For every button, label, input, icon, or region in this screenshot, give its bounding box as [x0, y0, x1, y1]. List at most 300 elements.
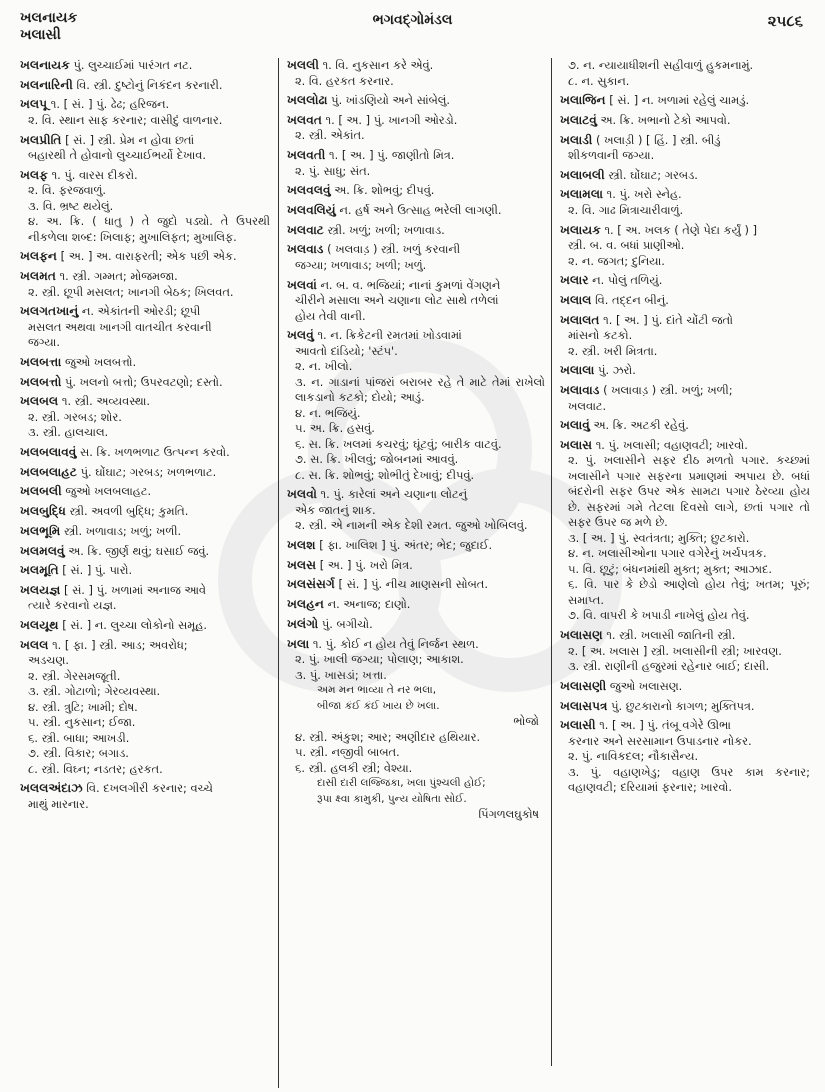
- entry-definition: જુઓ ખલાસણ.: [609, 678, 683, 693]
- dictionary-entry: [560, 679, 810, 695]
- entry-continuation: જગ્યા; ખળાવાડ; ખળી; ખળું.: [295, 257, 427, 272]
- entry-sense: ૪. અ. ક્રિ. ( ધાતુ ) તે જુદો પડ્યો. તે ઉપરથી નીકળેલા શબ્દ: ખિલાફ; મુખાલિફત; મુખાલિફ.: [28, 214, 270, 244]
- entry-sense: ૨. વિ. સ્થાન સાફ કરનાર; વાસીદું વાળનાર.: [28, 112, 223, 127]
- entry-sense: ૨. સ્ત્રી. એકાંત.: [295, 128, 365, 143]
- dictionary-entry: [20, 133, 270, 164]
- dictionary-entry: [287, 577, 545, 593]
- entry-headword: ખલહન: [287, 597, 324, 612]
- entry-sense: ૨. સ્ત્રી. ગરબડ; શોર.: [28, 409, 122, 424]
- entry-sense: ૫. સ્ત્રી. નુકસાન; ઈજા.: [28, 715, 136, 730]
- entry-headword: ખલભૂમિ: [20, 523, 61, 538]
- dictionary-entry: [287, 148, 545, 179]
- entry-continuation: અડચણ.: [28, 653, 69, 668]
- entry-continuation: શીકળવાની જગ્યા.: [568, 148, 655, 163]
- entry-definition: અ. ક્રિ. ખભાનો ટેકો આપવો.: [600, 112, 731, 127]
- entry-line: [20, 97, 270, 113]
- entry-definition: ૧. સ્ત્રી. ગમ્મત; મોજમજા.: [59, 269, 178, 284]
- entry-sense: ૨. સ્ત્રી. ખરી મિત્રતા.: [568, 343, 658, 358]
- entry-line: [287, 637, 545, 653]
- entry-sense: ૮. સ્ત્રી. વિઘ્ન; નડતર; હરકત.: [28, 761, 163, 776]
- entry-headword: ખલલી: [287, 58, 319, 72]
- entry-line: [287, 93, 545, 109]
- entry-headword: ખલબલાવવું: [20, 445, 77, 460]
- dictionary-entry: [20, 97, 270, 128]
- entry-headword: ખલાલા: [560, 363, 595, 378]
- entry-line: [560, 293, 810, 309]
- entry-line: [20, 563, 270, 579]
- entry-definition: પું. લુચ્ચાઈમાં પારંગત નટ.: [73, 58, 193, 72]
- entry-headword: ખલબલી: [20, 484, 62, 499]
- dictionary-entry: [560, 418, 810, 434]
- entry-continuation: સ્ત્રી. બ. વ. બધાં પ્રાણીઓ.: [568, 238, 685, 253]
- entry-sense: ૪. ન. ખલાસીઓના પગાર વગેરેનું ખર્ચપત્રક.: [568, 546, 767, 561]
- entry-definition: [ સં. ] પું. ખળામાં અનાજ આવે: [64, 582, 206, 597]
- entry-headword: ખલફન: [20, 249, 58, 264]
- entry-sense: ૭. સ્ત્રી. વિકાર; બગાડ.: [28, 746, 129, 761]
- entry-headword: ખલાવું: [560, 418, 590, 433]
- entry-continuation: માંસનો કટકો.: [568, 328, 633, 343]
- dictionary-entry: [287, 203, 545, 219]
- entry-line: [287, 328, 545, 344]
- entry-line: [20, 638, 270, 654]
- entry-definition: પું. બગીચો.: [321, 616, 373, 631]
- entry-definition: [ સં. ] પું. નીચ માણસની સોબત.: [338, 577, 488, 592]
- dictionary-entry: [287, 558, 545, 574]
- entry-headword: ખલવાં: [287, 277, 317, 292]
- dictionary-entry: [20, 78, 270, 94]
- entry-definition: પું. ઘોંઘાટ; ગરબડ; ખળભળાટ.: [80, 464, 217, 479]
- page-header: [0, 0, 825, 50]
- entry-definition: વિ. સ્ત્રી. દુષ્ટોનું નિકંદન કરનારી.: [76, 77, 223, 92]
- entry-sense: ૨. ન. ખીલો.: [295, 359, 353, 374]
- entry-headword: ખલયૂથ: [20, 618, 59, 633]
- entry-line: [287, 538, 545, 554]
- entry-continuation: હોય તેવી વાની.: [295, 308, 366, 323]
- entry-definition: ( ખલાવાડ઼ ) સ્ત્રી. ખળું; ખળી;: [603, 383, 733, 398]
- entry-sense: ૨. સ્ત્રી. છૂપી મસલત; ખાનગી બેઠક; ખિલવત.: [28, 284, 234, 299]
- entry-line: [20, 355, 270, 371]
- dictionary-column-3: [560, 58, 810, 800]
- entry-definition: ૧. પું. કારેલાં અને ચણાના લોટનું: [320, 487, 468, 502]
- entry-definition: [ અ. ] અ. વારાફરતી; એક પછી એક.: [60, 249, 237, 264]
- entry-definition: સ. ક્રિ. ખળભળાટ ઉત્પન્ન કરવો.: [80, 445, 230, 460]
- entry-headword: ખલવો: [287, 487, 317, 502]
- dictionary-entry: [287, 93, 545, 109]
- entry-sense: ૨. પું. નાવિકદલ; નૌકાસૈન્ય.: [568, 749, 699, 764]
- entry-headword: ખલવાડ: [287, 242, 324, 257]
- entry-definition: ૧. પું. ખરો સ્નેહ.: [606, 187, 682, 202]
- dictionary-entry: [287, 328, 545, 483]
- entry-line: [560, 628, 810, 644]
- entry-headword: ખલનાયક: [20, 58, 70, 72]
- verse-source: ભોજો: [513, 714, 539, 728]
- entry-definition: પું. ઝરો.: [598, 363, 636, 378]
- verse-source: પિંગળલઘુકોષ: [478, 807, 539, 821]
- dictionary-entry: [20, 58, 270, 74]
- entry-line: [287, 148, 545, 164]
- dictionary-entry: [20, 168, 270, 246]
- entry-sense: ૨. વિ. ગાઢ મિત્રાચારીવાળું.: [568, 202, 684, 217]
- dictionary-entry: [560, 93, 810, 109]
- entry-line: [20, 133, 270, 149]
- entry-headword: ખલમત: [20, 269, 56, 284]
- entry-sense: ૮. ન. સુકાન.: [568, 73, 630, 88]
- entry-definition: [ સં. ] ન. ખળામાં રહેલું ચામડું.: [609, 93, 750, 108]
- entry-definition: વિ. દખલગીરી કરનાર; વચ્ચે: [86, 781, 213, 796]
- entry-definition: સ્ત્રી. ઘોંઘાટ; ગરબડ.: [608, 167, 698, 182]
- entry-definition: ૧. [ અ. ] પું. જાણીતો મિત્ર.: [329, 148, 455, 163]
- entry-line: [20, 781, 270, 797]
- entry-line: [20, 465, 270, 481]
- entry-headword: ખલાટવું: [560, 112, 597, 127]
- dictionary-entry: [560, 363, 810, 379]
- dictionary-entry: [20, 355, 270, 371]
- entry-sense: ૭. સ. ક્રિ. ખીલવું; જોબનમાં આવવું.: [295, 452, 459, 467]
- entry-headword: ખલવાટ: [287, 222, 324, 237]
- dictionary-entry: [560, 438, 810, 624]
- dictionary-entry: [287, 538, 545, 554]
- entry-line: [287, 113, 545, 129]
- dictionary-entry: [20, 484, 270, 500]
- entry-sense: ૩. વિ. ભ્રષ્ટ થયેલું.: [28, 198, 114, 213]
- dictionary-entry: [20, 394, 270, 441]
- entry-line: [287, 183, 545, 199]
- entry-definition: [ સં. ] ન. લુચ્ચા લોકોનો સમૂહ.: [62, 618, 208, 633]
- dictionary-entry: [20, 563, 270, 579]
- entry-headword: ખલપ્રીતિ: [20, 132, 62, 147]
- entry-definition: અ. ક્રિ. જીર્ણ થવું; ઘસાઈ જવું.: [68, 543, 210, 558]
- dictionary-entry: [560, 383, 810, 414]
- page-number: ૨૫૮૬: [767, 12, 803, 30]
- dictionary-entry: [560, 718, 810, 796]
- dictionary-entry: [287, 183, 545, 199]
- entry-headword: ખલમૂતિ: [20, 563, 59, 578]
- entry-headword: ખલાલ: [560, 293, 592, 307]
- dictionary-entry: [20, 781, 270, 812]
- entry-continuation: મસલત અથવા ખાનગી વાતચીત કરવાની: [28, 319, 212, 334]
- entry-continuation: બહારથી તે હોવાનો લુચ્ચાઈભર્યો દેખાવ.: [28, 148, 206, 163]
- entry-line: [560, 699, 810, 715]
- entry-definition: ન. એકાંતની ઓરડી; છૂપી: [81, 304, 201, 319]
- entry-headword: ખલંગો: [287, 616, 319, 631]
- entry-definition: જુઓ ખલબત્તો.: [64, 355, 137, 369]
- entry-headword: ખલાલત: [560, 312, 600, 327]
- entry-sense: ૩. પું. ખાસડાં; ખત્તા.: [295, 667, 387, 682]
- dictionary-entry: [560, 293, 810, 309]
- entry-sense: ૩. પું. વહાણખેડુ; વહાણ ઉપર કામ કરનાર; વહાણવટી; દરિયામાં ફરનાર; ખારવો.: [568, 764, 810, 795]
- entry-line: [287, 617, 545, 633]
- entry-definition: ૧. ન. ક્રિકેટની રમતમાં ખોડવામાં: [317, 328, 462, 343]
- quoted-verse-line: બીજા કંઈ કંઈ ખાય છે ખલા.: [317, 699, 440, 712]
- entry-continuation: આવતો દાંડિયો; 'સ્ટંપ'.: [295, 343, 398, 358]
- entry-definition: ૧. [ સં. ] પું. ઢેઢ; હરિજન.: [50, 97, 170, 112]
- entry-continuation: જગ્યા.: [28, 335, 60, 350]
- entry-headword: ખલબલ: [20, 394, 59, 409]
- entry-sense: ૫. વિ. છૂટું; બંધનમાંથી મુક્ત; મુક્ત; આઝાદ.: [568, 561, 773, 576]
- entry-line: [20, 544, 270, 560]
- entry-definition: પું. છુટકારાનો કાગળ; મુક્તિપત્ર.: [611, 698, 755, 713]
- dictionary-entry: [20, 524, 270, 540]
- guide-word-first: ખલનાયક: [20, 10, 78, 26]
- entry-sense: ૫. અ. ક્રિ. હસવું.: [295, 421, 375, 436]
- entry-headword: ખલાડી: [560, 132, 593, 147]
- entry-line: [287, 597, 545, 613]
- dictionary-entry: [560, 313, 810, 360]
- entry-line: [20, 168, 270, 184]
- dictionary-entry: [20, 504, 270, 520]
- dictionary-entry: [20, 375, 270, 391]
- entry-headword: ખલબુદ્ધિ: [20, 504, 66, 519]
- entry-continuation: એક જાતનું શાક.: [295, 502, 376, 517]
- dictionary-entry: [560, 699, 810, 715]
- entry-line: [20, 269, 270, 285]
- entry-headword: ખલનારિની: [20, 77, 73, 92]
- entry-headword: ખલવું: [287, 328, 314, 343]
- entry-headword: ખલાવાડ: [560, 383, 600, 398]
- entry-sense: ૮. સ. ક્રિ. શોભવું; શોભીતું દેખાવું; દીપવું.: [295, 467, 475, 482]
- dictionary-entry: [20, 465, 270, 481]
- dictionary-entry: [287, 223, 545, 239]
- entry-definition: ૧. સ્ત્રી. અવ્યવસ્થા.: [61, 394, 151, 409]
- column-divider: [551, 58, 552, 1066]
- dictionary-entry: [20, 638, 270, 778]
- entry-definition: ૧. [ અ. ] પું. ખાનગી ઓરડો.: [325, 112, 458, 127]
- entry-headword: ખલાસપત્ર: [560, 698, 608, 713]
- entry-sense: ૬. સ. ક્રિ. ખલમાં કચરવું; ઘૂંટવું; બારીક વાટવું.: [295, 436, 502, 451]
- entry-line: [287, 558, 545, 574]
- entry-line: [20, 394, 270, 410]
- entry-sense: ૨. પું. સાધુ; સંત.: [295, 163, 371, 178]
- dictionary-entry: [20, 583, 270, 614]
- dictionary-entry: [287, 278, 545, 325]
- entry-headword: ખલબત્તા: [20, 355, 62, 369]
- entry-definition: જુઓ ખલબલાહટ.: [65, 484, 152, 499]
- entry-line: [560, 273, 810, 289]
- entry-headword: ખલલ: [20, 637, 49, 652]
- dictionary-entry: [20, 544, 270, 560]
- dictionary-entry: [287, 617, 545, 633]
- entry-definition: સ્ત્રી. ખળાવાડ; ખળું; ખળી.: [63, 523, 182, 538]
- entry-headword: ખલા: [287, 636, 310, 651]
- entry-definition: [ સં. ] સ્ત્રી. પ્રેમ ન હોવા છતાં: [65, 132, 195, 147]
- dictionary-entry: [287, 487, 545, 534]
- entry-line: [20, 583, 270, 599]
- entry-line: [560, 418, 810, 434]
- entry-sense: ૨. વિ. ફરજવાળું.: [28, 183, 107, 198]
- entry-sense: ૪. સ્ત્રી. અંકુશ; આર; અણીદાર હથિયાર.: [295, 729, 481, 744]
- entry-line: [20, 58, 270, 74]
- dictionary-entry: [287, 597, 545, 613]
- entry-line: [20, 524, 270, 540]
- entry-continuation: ખલવાટ.: [568, 398, 607, 413]
- entry-headword: ખલાર: [560, 273, 589, 288]
- entry-sense: ૬. વિ. પાર કે છેડો આણેલો હોય તેવું; ખતમ; પૂરું; સમાપ્ત.: [568, 577, 810, 607]
- entry-line: [560, 313, 810, 329]
- dictionary-entry: [20, 618, 270, 634]
- dictionary-entry: [560, 273, 810, 289]
- entry-definition: ૧. પું. વારસ દીકરો.: [51, 167, 138, 182]
- dictionary-entry: [560, 113, 810, 129]
- entry-headword: ખલવલવું: [287, 183, 331, 198]
- guide-word-last: ખલાસી: [20, 27, 61, 43]
- dictionary-entry: [287, 242, 545, 273]
- entry-line: [20, 375, 270, 391]
- entry-headword: ખલબત્તો: [20, 374, 62, 389]
- quoted-verse-line: અમ મન ભાવ્યા તે નર ભલા,: [317, 684, 437, 696]
- entry-line: [560, 679, 810, 695]
- entry-headword: ખલફ: [20, 167, 48, 182]
- entry-line: [20, 78, 270, 94]
- dictionary-column-2: [287, 58, 545, 827]
- entry-sense: ૬. સ્ત્રી. બાધા; આખડી.: [28, 730, 130, 745]
- entry-line: [20, 304, 270, 320]
- dictionary-entry: [287, 58, 545, 89]
- entry-sense: ૨. સ્ત્રી. ગેરસમજૂતી.: [28, 668, 121, 683]
- entry-sense: ૨. પું. ખલાસીને સફર દીઠ મળતો પગાર. કચ્છમાં ખલાસીને પગાર સફરના પ્રમાણમાં અપાય છે. બધાં બંદરોની સફર ઉપર એક સામટા પગાર ઠેરવ્યા હોય છે. સફરમાં ગમે તેટલા દિવસો લાગે, છતાં પગાર તો સફર ઉપર જ મળે છે.: [568, 453, 810, 530]
- entry-headword: ખલાસ: [560, 437, 593, 452]
- entry-line: [560, 168, 810, 184]
- entry-line: [560, 223, 810, 239]
- dictionary-column-1: [20, 58, 270, 817]
- dictionary-entry: [20, 249, 270, 265]
- entry-line: [560, 363, 810, 379]
- entry-line: [20, 618, 270, 634]
- entry-headword: ખલાયક: [560, 222, 601, 237]
- entry-definition: ૧. વિ. નુકસાન કરે એવું.: [322, 58, 434, 72]
- entry-headword: ખલમલવું: [20, 543, 65, 558]
- entry-line: [287, 58, 545, 74]
- entry-definition: ( ખલાડ઼ી ) [ હિં. ] સ્ત્રી. બીડું: [596, 132, 721, 147]
- entry-line: [287, 487, 545, 503]
- entry-sense: ૩. ન. ગાડાનાં પાંજરાં બરાબર રહે તે માટે તેમાં રાખેલો લાકડાનો કટકો; દોયો; આડું.: [295, 374, 545, 405]
- entry-line: [20, 504, 270, 520]
- entry-definition: ૧. [ અ. ] પું. દાંતે ચોંટી જતો: [603, 312, 733, 327]
- entry-definition: સ્ત્રી. અવળી બુદ્ધિ; કુમતિ.: [69, 504, 189, 519]
- entry-line: [560, 93, 810, 109]
- entry-sense: ૫. સ્ત્રી. નજીવી બાબત.: [295, 745, 400, 759]
- entry-line: [560, 438, 810, 454]
- entry-sense: ૨. ન. જગત; દુનિયા.: [568, 253, 665, 268]
- entry-definition: ૧. [ ફા. ] સ્ત્રી. આડ; અવરોધ;: [52, 637, 188, 652]
- column-divider: [278, 58, 279, 1088]
- entry-definition: અ. ક્રિ. અટકી રહેવું.: [593, 418, 689, 433]
- dictionary-entry: [287, 113, 545, 144]
- entry-definition: ન. અનાજ; દાણો.: [327, 597, 411, 612]
- dictionary-entry: [560, 187, 810, 218]
- entry-definition: [ સં. ] પું. પારો.: [62, 563, 133, 578]
- entry-definition: ( ખલવાડ઼ ) સ્ત્રી. ખળું કરવાની: [327, 242, 461, 257]
- entry-headword: ખલાસી: [560, 718, 596, 733]
- entry-line: [287, 577, 545, 593]
- entry-line: [287, 223, 545, 239]
- entry-definition: ૧. [ અ. ખલક ( તેણે પેદા કર્યું ) ]: [604, 222, 758, 237]
- entry-sense: ૩. સ્ત્રી. રાણીની હજુરમાં રહેનાર બાઈ; દાસી.: [568, 659, 770, 674]
- entry-continuation: ચીરીને મસાલા અને ચણાના લોટ સાથે તળેલાં: [295, 293, 499, 307]
- entry-line: [287, 203, 545, 219]
- entry-headword: ખલવલિયું: [287, 202, 336, 217]
- entry-definition: પું. ખલનો બત્તો; ઉપરવટણો; દસ્તો.: [65, 374, 223, 389]
- quoted-verse-line: રૂપા ક્ષ્વા કામુકી, પુન્ય યોષિતા સોઈ.: [317, 792, 467, 805]
- entry-definition: ૧. પું. ખલાસી; વહાણવટી; ખારવો.: [595, 437, 748, 452]
- entry-line: [560, 383, 810, 399]
- dictionary-entry: [20, 304, 270, 351]
- entry-line: [287, 242, 545, 258]
- entry-definition: પું. ખાંડણિયો અને સાંબેલું.: [331, 93, 451, 108]
- entry-sense: ૨. વિ. હરકત કરનાર.: [295, 73, 394, 88]
- entry-definition: ન. બ. વ. ભજિયાં; નાનાં કુમળાં વેંગણને: [320, 277, 501, 292]
- entry-continuation: ત્યારે કરવાનો યજ્ઞ.: [28, 598, 117, 613]
- entry-line: [20, 249, 270, 265]
- dictionary-entry: [287, 637, 545, 823]
- entry-definition: ન. હર્ષ અને ઉત્સાહ ભરેલી લાગણી.: [339, 202, 502, 217]
- entry-line: [560, 133, 810, 149]
- dictionary-entry: [560, 628, 810, 675]
- entry-sense: ૨. સ્ત્રી. એ નામની એક દેશી રમત. જુઓ ખોબિલવું.: [295, 518, 528, 533]
- entry-definition: અ. ક્રિ. શોભવું; દીપવું.: [334, 183, 435, 198]
- entry-headword: ખલાબલી: [560, 167, 605, 182]
- entry-line: [560, 718, 810, 734]
- dictionary-entry: [560, 133, 810, 164]
- entry-definition: ૧. [ અ. ] પું. તંબૂ વગેરે ઊભા: [599, 718, 731, 733]
- entry-sense: ૭. વિ. વાપરી કે ખપાડી નાખેલું હોય તેવું.: [568, 608, 750, 623]
- entry-headword: ખલયજ્ઞ: [20, 582, 61, 597]
- entry-definition: [ અ. ] પું. ખરો મિત્ર.: [319, 557, 413, 572]
- entry-sense: ૩. સ્ત્રી. ગોટાળો; ગેરવ્યવસ્થા.: [28, 684, 161, 699]
- entry-headword: ખલબલાહટ: [20, 464, 77, 479]
- entry-headword: ખલસ: [287, 557, 317, 572]
- entry-sense: ૪. ન. ભજિયું.: [295, 405, 361, 420]
- entry-sense: ૩. સ્ત્રી. હાલચાલ.: [28, 425, 109, 440]
- entry-headword: ખલાસણ: [560, 628, 603, 643]
- entry-headword: ખલલઅંદાઝ: [20, 781, 83, 796]
- entry-definition: વિ. તદ્દન બીનું.: [595, 293, 669, 307]
- entry-headword: ખલાસણી: [560, 678, 607, 693]
- dictionary-entry: [560, 58, 810, 89]
- entry-definition: ૧. સ્ત્રી. ખલાસી જાતિની સ્ત્રી.: [606, 628, 736, 643]
- entry-definition: ન. પોલું તળિયું.: [592, 273, 663, 288]
- entry-headword: ખલગતખાનું: [20, 304, 79, 319]
- entry-sense: ૭. ન. ન્યાયાધીશની સહીવાળું હુકમનામું.: [568, 58, 754, 72]
- entry-line: [287, 278, 545, 294]
- quoted-verse-line: દાસી દારી લજ્જિકા, ખલા પુંશ્ચલી હોઈ;: [317, 777, 486, 789]
- dictionary-entry: [560, 168, 810, 184]
- entry-sense: ૨. [ અ. ખલાસ ] સ્ત્રી. ખલાસીની સ્ત્રી; ખારવણ.: [568, 643, 782, 658]
- entry-headword: ખલવતી: [287, 148, 326, 163]
- entry-headword: ખલશ: [287, 538, 316, 553]
- entry-headword: ખલામલા: [560, 187, 604, 202]
- entry-sense: ૩. [ અ. ] પું. સ્વતંત્રતા; મુક્તિ; છુટકારો.: [568, 530, 750, 545]
- entry-definition: સ્ત્રી. ખળું; ખળી; ખળાવાડ.: [327, 222, 445, 237]
- dictionary-entry: [20, 269, 270, 300]
- entry-line: [560, 187, 810, 203]
- entry-headword: ખલસંસર્ગ: [287, 577, 335, 592]
- entry-sense: ૬. સ્ત્રી. હલકી સ્ત્રી; વેશ્યા.: [295, 760, 413, 775]
- entry-line: [560, 113, 810, 129]
- entry-continuation: કરનાર અને સરસામાન ઉપાડનાર નોકર.: [568, 733, 752, 748]
- entry-line: [20, 484, 270, 500]
- entry-line: [20, 445, 270, 461]
- entry-headword: ખલવત: [287, 112, 322, 127]
- dictionary-entry: [560, 223, 810, 270]
- dictionary-title: ભગવદ્ગોમંડલ: [372, 12, 453, 28]
- entry-sense: ૨. પું. ખાલી જગ્યા; પોલાણ; આકાશ.: [295, 652, 464, 666]
- entry-headword: ખલપૂ: [20, 97, 48, 112]
- dictionary-entry: [20, 445, 270, 461]
- entry-headword: ખલાજિન: [560, 93, 606, 108]
- entry-definition: [ ફા. ખાલિશ ] પું. અંતર; ભેદ; જુદાઈ.: [319, 538, 493, 553]
- entry-continuation: માથું મારનાર.: [28, 796, 89, 811]
- entry-headword: ખલલોઢા: [287, 93, 328, 108]
